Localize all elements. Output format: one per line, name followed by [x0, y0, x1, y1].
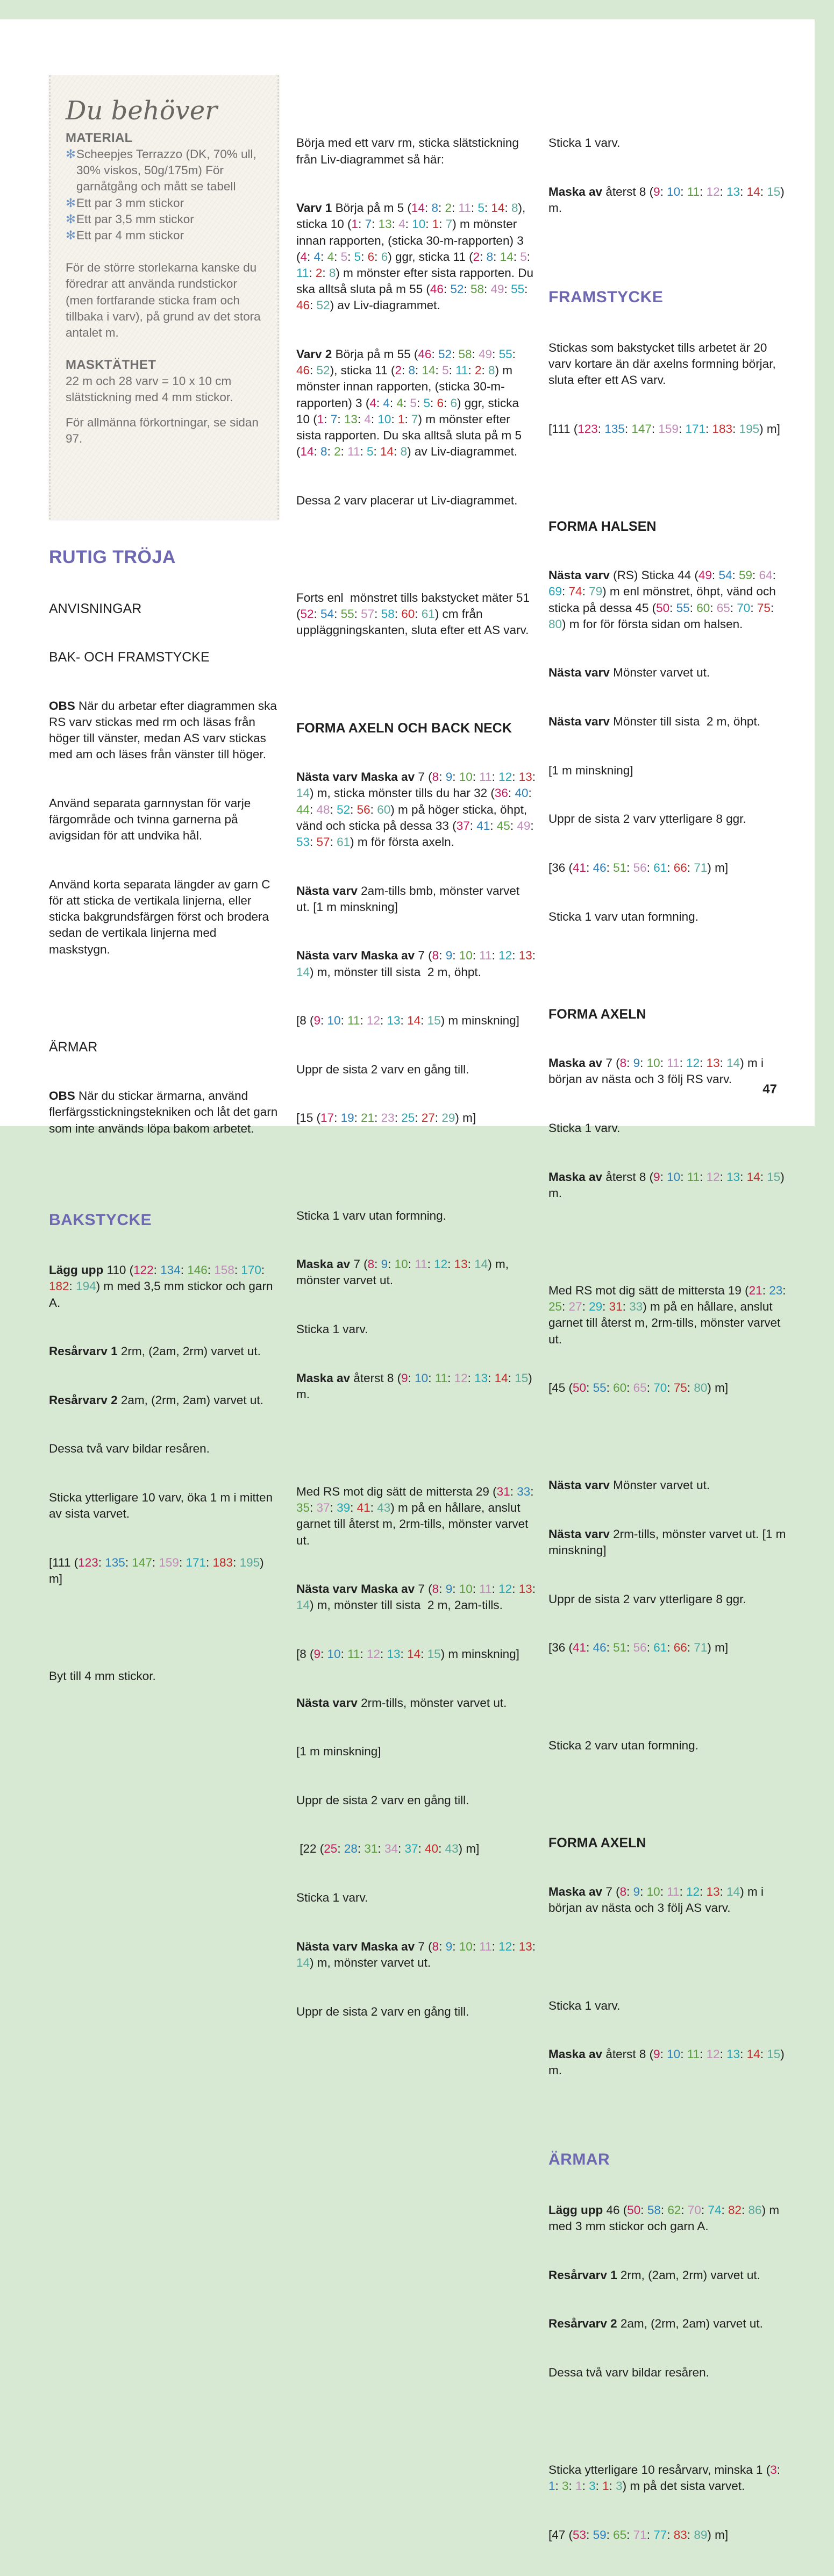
gauge-text: 22 m och 28 varv = 10 x 10 cm slätstickning med 4 mm stickor.	[66, 374, 233, 404]
paragraph: Uppr de sista 2 varv ytterligare 8 ggr.	[548, 812, 746, 826]
paragraph: Använd separata garnnystan för varje färgområde och tvinna garnerna på avigsidan för att undvika hål.	[49, 796, 254, 843]
paragraph: Sticka 2 varv utan formning.	[548, 1738, 698, 1752]
paragraph: Nästa varv Mönster varvet ut.	[548, 1478, 710, 1492]
paragraph: Maska av återst 8 (9: 10: 11: 12: 13: 14: 15) m.	[296, 1371, 536, 1401]
paragraph: Sticka 1 varv.	[296, 1891, 368, 1905]
paragraph: Nästa varv (RS) Sticka 44 (49: 54: 59: 64: 69: 74: 79) m enl mönstret, öhpt, vänd och sticka på dessa 45 (50: 55: 60: 65: 70: 75: 80) m for för första sidan om halsen.	[548, 568, 780, 631]
paragraph: Sticka 1 varv.	[548, 1121, 621, 1135]
asterisk-icon: ✻	[66, 147, 76, 161]
front-heading: FRAMSTYCKE	[548, 288, 664, 307]
asterisk-icon: ✻	[66, 196, 76, 210]
paragraph: Lägg upp 46 (50: 58: 62: 70: 74: 82: 86) m med 3 mm stickor och garn A.	[548, 2203, 783, 2233]
body-section-heading: BAK- OCH FRAMSTYCKE	[49, 650, 210, 665]
paragraph: Varv 2 Börja på m 55 (46: 52: 58: 49: 55: 46: 52), sticka 11 (2: 8: 14: 5: 11: 2: 8) m mönster innan rapporten, (sticka 30-m-rapporten) 3 (4: 4: 4: 5: 5: 6: 6) ggr, sticka 10 (1: 7: 13: 4: 10: 1: 7) m mönster efter sista rapporten. Du ska alltså sluta på m 5 (14: 8: 2: 11: 5: 14: 8) av Liv-diagrammet.	[296, 347, 525, 459]
sleeves-subheading: ÄRMAR	[49, 1039, 98, 1055]
paragraph: Byt till 4 mm stickor.	[49, 1669, 156, 1683]
paragraph: [15 (17: 19: 21: 23: 25: 27: 29) m]	[296, 1111, 476, 1125]
paragraph: Maska av 7 (8: 9: 10: 11: 12: 13: 14) m, mönster varvet ut.	[296, 1257, 512, 1287]
paragraph: Resårvarv 1 2rm, (2am, 2rm) varvet ut.	[548, 2268, 760, 2282]
paragraph: Sticka ytterligare 10 resårvarv, minska 1 (3: 1: 3: 1: 3: 1: 3) m på det sista varvet.	[548, 2463, 784, 2493]
shape-shoulder-heading-2: FORMA AXELN	[548, 1835, 646, 1851]
materials-card	[49, 75, 279, 520]
paragraph: Maska av återst 8 (9: 10: 11: 12: 13: 14: 15) m.	[548, 1170, 788, 1200]
instructions-heading: ANVISNINGAR	[49, 601, 142, 616]
paragraph: Resårvarv 1 2rm, (2am, 2rm) varvet ut.	[49, 1344, 261, 1358]
gauge-heading: MASKTÄTHET	[66, 358, 156, 373]
column-3	[548, 103, 793, 2576]
paragraph: [1 m minskning]	[296, 1745, 381, 1759]
asterisk-icon: ✻	[66, 229, 76, 243]
paragraph: Maska av 7 (8: 9: 10: 11: 12: 13: 14) m i början av nästa och 3 följ AS varv.	[548, 1885, 767, 1915]
paragraph: [36 (41: 46: 51: 56: 61: 66: 71) m]	[548, 860, 729, 874]
paragraph: [47 (53: 59: 65: 71: 77: 83: 89) m]	[548, 2528, 729, 2542]
shape-shoulder-back-neck-heading: FORMA AXELN OCH BACK NECK	[296, 720, 512, 736]
paragraph: [36 (41: 46: 51: 56: 61: 66: 71) m]	[548, 1641, 729, 1655]
paragraph: [111 (123: 135: 147: 159: 171: 183: 195) m]	[49, 1555, 267, 1585]
card-title: Du behöver	[66, 96, 218, 126]
material-item: ✻ Ett par 4 mm stickor	[66, 227, 262, 244]
paragraph: Resårvarv 2 2am, (2rm, 2am) varvet ut.	[49, 1393, 263, 1407]
paragraph: Stickas som bakstycket tills arbetet är 20 varv kortare än där axelns formning börjar, sluta efter ett AS varv.	[548, 340, 779, 387]
paragraph: Nästa varv 2am-tills bmb, mönster varvet ut. [1 m minskning]	[296, 884, 523, 914]
paragraph: Maska av återst 8 (9: 10: 11: 12: 13: 14: 15) m.	[548, 185, 788, 215]
paragraph: Uppr de sista 2 varv en gång till.	[296, 2004, 469, 2018]
page-number: 47	[762, 1082, 777, 1097]
paragraph: [1 m minskning]	[548, 763, 633, 777]
column-1	[49, 514, 280, 1717]
paragraph: Uppr de sista 2 varv en gång till.	[296, 1062, 469, 1076]
paragraph: Dessa två varv bildar resåren.	[548, 2365, 709, 2379]
paragraph: Sticka 1 varv.	[548, 136, 621, 150]
paragraph: Sticka 1 varv.	[296, 1322, 368, 1336]
paragraph: [22 (25: 28: 31: 34: 37: 40: 43) m]	[296, 1842, 480, 1856]
column-2	[296, 103, 539, 2052]
paragraph: Nästa varv Maska av 7 (8: 9: 10: 11: 12: 13: 14) m, mönster till sista 2 m, 2am-tills.	[296, 1582, 539, 1612]
paragraph: Uppr de sista 2 varv ytterligare 8 ggr.	[548, 1592, 746, 1606]
paragraph: Nästa varv Maska av 7 (8: 9: 10: 11: 12: 13: 14) m, mönster till sista 2 m, öhpt.	[296, 949, 539, 979]
material-heading: MATERIAL	[66, 131, 133, 145]
paragraph: Lägg upp 110 (122: 134: 146: 158: 170: 182: 194) m med 3,5 mm stickor och garn A.	[49, 1263, 276, 1310]
paragraph: Dessa två varv bildar resåren.	[49, 1442, 210, 1456]
paragraph: Uppr de sista 2 varv en gång till.	[296, 1793, 469, 1807]
paragraph: OBS När du stickar ärmarna, använd flerfärgsstickningstekniken och låt det garn som inte används löpa bakom arbetet.	[49, 1089, 281, 1135]
large-sizes-note: För de större storlekarna kanske du föredrar att använda rundstickor (men fortfarande sticka fram och tillbaka i varv), på grund av det stora antalet m.	[66, 261, 261, 340]
pattern-title: RUTIG TRÖJA	[49, 547, 176, 568]
abbreviations-note: För allmänna förkortningar, se sidan 97.	[66, 415, 259, 445]
paragraph: Varv 1 Börja på m 5 (14: 8: 2: 11: 5: 14: 8), sticka 10 (1: 7: 13: 4: 10: 1: 7) m mönster innan rapporten, (sticka 30-m-rapporten) 3 (4: 4: 4: 5: 5: 6: 6) ggr, sticka 11 (2: 8: 14: 5: 11: 2: 8) m mönster efter sista rapporten. Du ska alltså sluta på m 55 (46: 52: 58: 49: 55: 46: 52) av Liv-diagrammet.	[296, 201, 537, 312]
paragraph: Dessa 2 varv placerar ut Liv-diagrammet.	[296, 493, 518, 507]
paragraph: Resårvarv 2 2am, (2rm, 2am) varvet ut.	[548, 2317, 763, 2331]
asterisk-icon: ✻	[66, 212, 76, 226]
paragraph: Nästa varv Mönster varvet ut.	[548, 666, 710, 680]
shape-neck-heading: FORMA HALSEN	[548, 518, 657, 534]
paragraph: [8 (9: 10: 11: 12: 13: 14: 15) m minskning]	[296, 1647, 519, 1661]
paragraph: [111 (123: 135: 147: 159: 171: 183: 195) m]	[548, 422, 780, 436]
paragraph: Nästa varv 2rm-tills, mönster varvet ut. [1 m minskning]	[548, 1527, 789, 1557]
page	[0, 19, 815, 2542]
paragraph: [45 (50: 55: 60: 65: 70: 75: 80) m]	[548, 1381, 729, 1395]
shape-shoulder-heading: FORMA AXELN	[548, 1006, 646, 1022]
sleeves-heading: ÄRMAR	[548, 2151, 610, 2169]
paragraph: Maska av 7 (8: 9: 10: 11: 12: 13: 14) m i början av nästa och 3 följ RS varv.	[548, 1056, 767, 1086]
paragraph: Sticka 1 varv utan formning.	[548, 909, 698, 923]
back-heading: BAKSTYCKE	[49, 1211, 152, 1229]
paragraph: Nästa varv Mönster till sista 2 m, öhpt.	[548, 715, 760, 729]
material-item: ✻ Ett par 3 mm stickor	[66, 195, 262, 211]
material-item: ✻ Scheepjes Terrazzo (DK, 70% ull, 30% viskos, 50g/175m) För garnåtgång och mått se tabell	[66, 147, 256, 194]
paragraph: Sticka 1 varv.	[548, 1998, 621, 2012]
paragraph: Använd korta separata längder av garn C för att sticka de vertikala linjerna, eller sticka bakgrundsfärgen först och brodera sedan de vertikala linjerna med maskstygn.	[49, 877, 274, 956]
paragraph: [8 (9: 10: 11: 12: 13: 14: 15) m minskning]	[296, 1014, 519, 1028]
paragraph: Nästa varv Maska av 7 (8: 9: 10: 11: 12: 13: 14) m, sticka mönster tills du har 32 (36: 40: 44: 48: 52: 56: 60) m på höger sticka, öhpt, vänd och sticka på dessa 33 (37: 41: 45: 49: 53: 57: 61) m för första axeln.	[296, 770, 539, 849]
paragraph: Sticka 1 varv utan formning.	[296, 1208, 446, 1222]
paragraph: OBS När du arbetar efter diagrammen ska RS varv stickas med rm och läsas från höger till vänster, medan AS varv stickas med am och läses från vänster till höger.	[49, 699, 281, 762]
paragraph: Med RS mot dig sätt de mittersta 29 (31: 33: 35: 37: 39: 41: 43) m på en hållare, anslut garnet till återst m, 2rm-tills, mönster varvet ut.	[296, 1485, 537, 1547]
paragraph: Med RS mot dig sätt de mittersta 19 (21: 23: 25: 27: 29: 31: 33) m på en hållare, anslut garnet till återst m, 2rm-tills, mönster varvet ut.	[548, 1283, 789, 1346]
paragraph: Nästa varv Maska av 7 (8: 9: 10: 11: 12: 13: 14) m, mönster varvet ut.	[296, 1939, 539, 1969]
paragraph: Nästa varv 2rm-tills, mönster varvet ut.	[296, 1696, 507, 1710]
paragraph: Börja med ett varv rm, sticka slätstickning från Liv-diagrammet så här:	[296, 136, 523, 166]
material-item: ✻ Ett par 3,5 mm stickor	[66, 211, 262, 227]
paragraph: Maska av återst 8 (9: 10: 11: 12: 13: 14: 15) m.	[548, 2047, 788, 2077]
paragraph: Forts enl mönstret tills bakstycket mäter 51 (52: 54: 55: 57: 58: 60: 61) cm från uppläggningskanten, sluta efter ett AS varv.	[296, 591, 533, 637]
paragraph: Sticka ytterligare 10 varv, öka 1 m i mitten av sista varvet.	[49, 1490, 276, 1521]
